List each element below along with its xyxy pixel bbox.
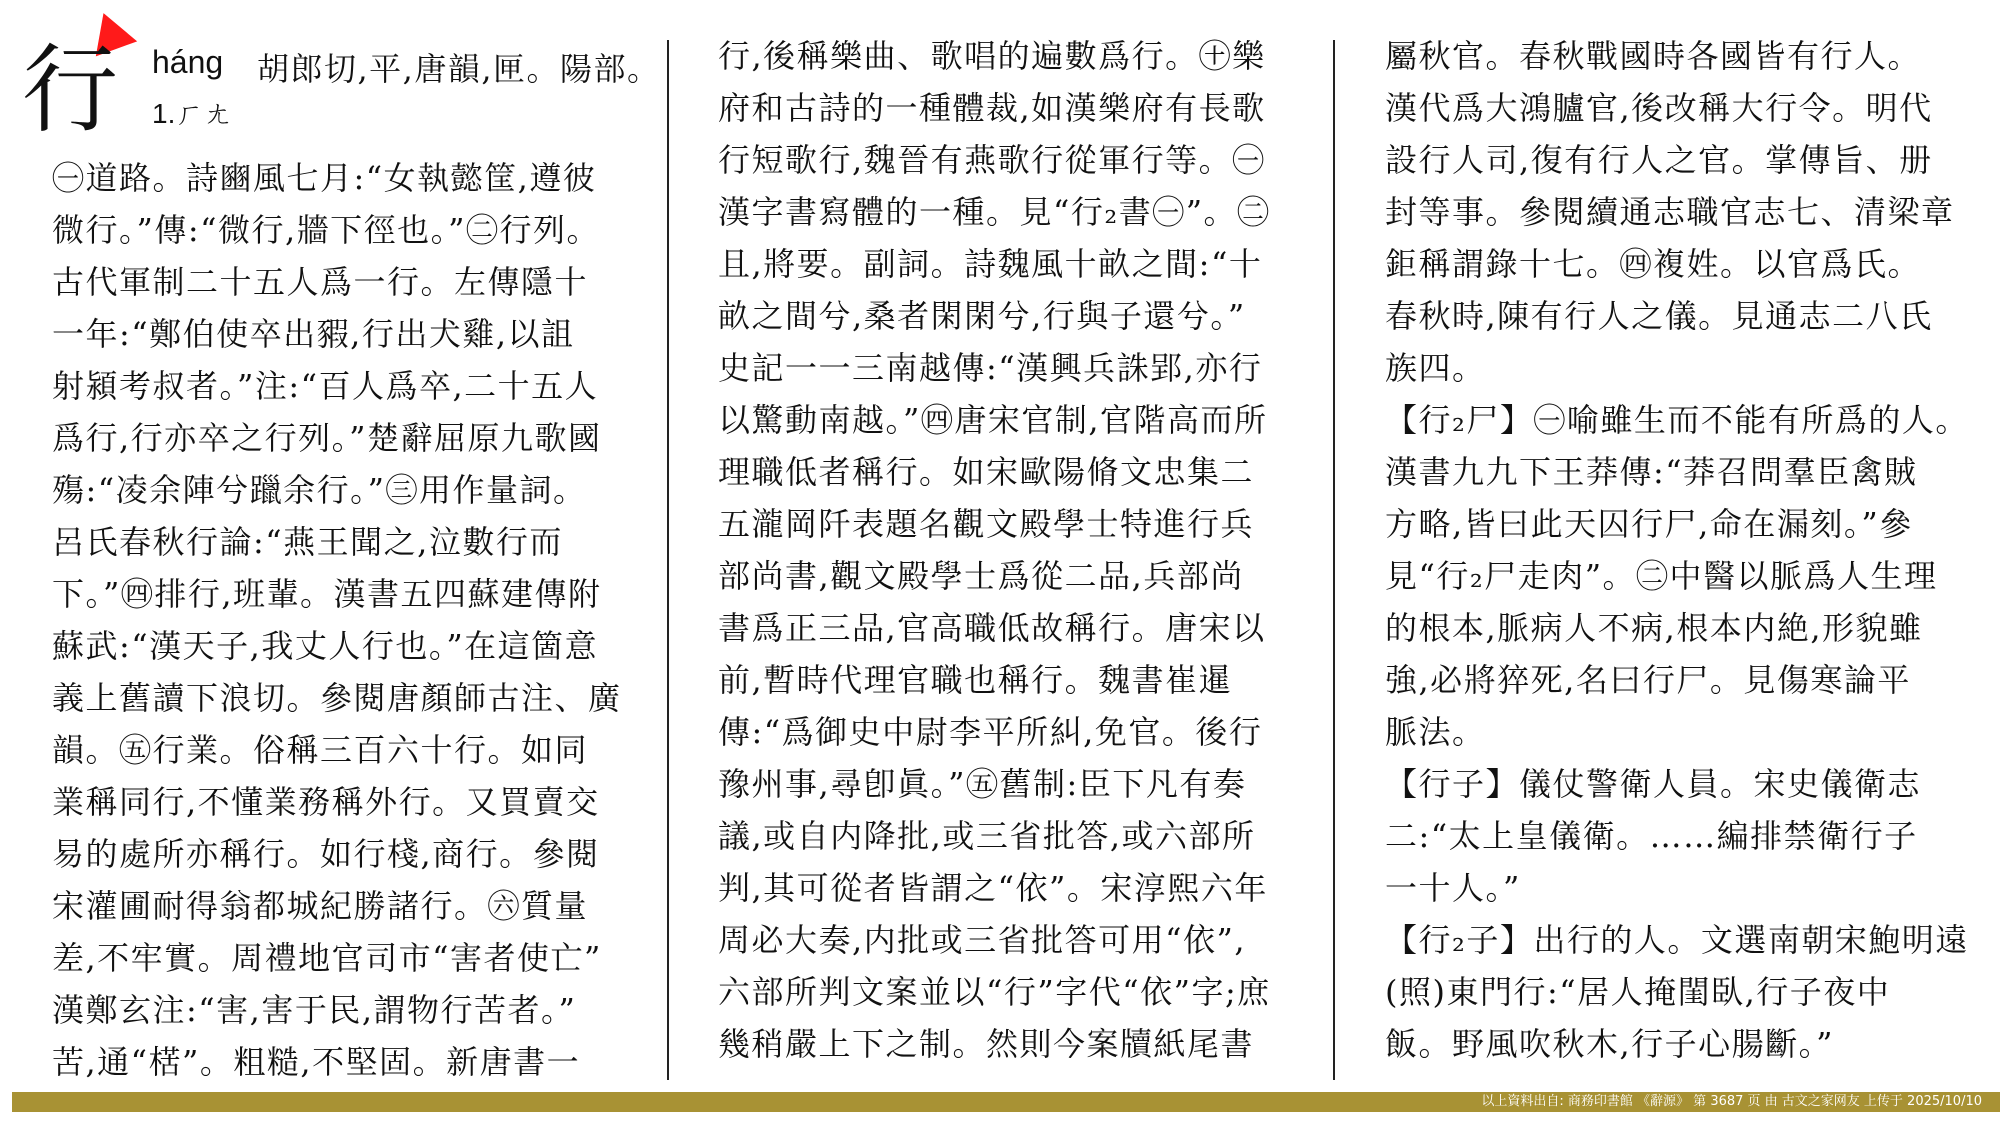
text-line: 書爲正三品,官高職低故稱行。唐宋以	[718, 609, 1266, 647]
text-line: 周必大奏,内批或三省批答可用“依”,	[718, 921, 1247, 959]
entry-header	[22, 30, 661, 152]
text-line: 行短歌行,魏晉有燕歌行從軍行等。㊀	[718, 141, 1266, 179]
text-line: 六部所判文案並以“行”字代“依”字;庶	[718, 973, 1271, 1011]
text-line: 【行₂尸】㊀喻雖生而不能有所爲的人。	[1385, 401, 1969, 439]
text-line: 二:“太上皇儀衛。……編排禁衛行子	[1385, 817, 1918, 855]
text-line: 苦,通“楛”。粗糙,不堅固。新唐書一	[52, 1043, 581, 1081]
text-line: 以驚動南越。”㊃唐宋官制,官階高而所	[718, 401, 1268, 439]
text-line: 豫州事,尋卽眞。”㊄舊制:臣下凡有奏	[718, 765, 1247, 803]
text-line: 府和古詩的一種體裁,如漢樂府有長歌	[718, 89, 1266, 127]
text-line: 漢書九九下王莽傳:“莽召問羣臣禽賊	[1385, 453, 1918, 491]
text-line: 古代軍制二十五人爲一行。左傳隱十	[52, 263, 589, 301]
text-line: 強,必將猝死,名曰行尸。見傷寒論平	[1385, 661, 1911, 699]
text-line: 行,後稱樂曲、歌唱的遍數爲行。㊉樂	[718, 37, 1266, 75]
source-footer: 以上資料出自: 商務印書館 《辭源》 第 3687 页 由 古文之家网友 上传于 2025/10/10	[12, 1092, 2000, 1112]
text-line: 設行人司,復有行人之官。掌傳旨、册	[1385, 141, 1933, 179]
text-line: 的根本,脈病人不病,根本内絶,形貌雖	[1385, 609, 1923, 647]
text-line: 議,或自内降批,或三省批答,或六部所	[718, 817, 1256, 855]
text-line: (照)東門行:“居人掩閨臥,行子夜中	[1385, 973, 1891, 1011]
text-line: 一十人。”	[1385, 869, 1521, 907]
text-line: 五瀧岡阡表題名觀文殿學士特進行兵	[718, 505, 1255, 543]
column-1	[22, 30, 661, 1088]
text-line: 漢字書寫體的一種。見“行₂書㊀”。㊁	[718, 193, 1271, 231]
text-line: 【行₂子】出行的人。文選南朝宋鮑明遠	[1385, 921, 1969, 959]
text-line: 漢鄭玄注:“害,害于民,謂物行苦者。”	[52, 991, 577, 1029]
entry-character: 行	[22, 34, 118, 146]
text-line: 殤:“凌余陣兮躐余行。”㊂用作量詞。	[52, 471, 587, 509]
entry-bopomofo: 1.ㄏㄤ	[152, 98, 232, 129]
text-line: 射潁考叔者。”注:“百人爲卒,二十五人	[52, 367, 599, 405]
text-line: 屬秋官。春秋戰國時各國皆有行人。	[1385, 37, 1922, 75]
text-line: 業稱同行,不懂業務稱外行。又買賣交	[52, 783, 600, 821]
text-line: 差,不牢實。周禮地官司市“害者使亡”	[52, 939, 602, 977]
text-line: 下。”㊃排行,班輩。漢書五四蘇建傳附	[52, 575, 602, 613]
text-line: 宋灌圃耐得翁都城紀勝諸行。㊅質量	[52, 887, 589, 925]
text-line: 見“行₂尸走肉”。㊁中醫以脈爲人生理	[1385, 557, 1938, 595]
text-line: 一年:“鄭伯使卒出豭,行出犬雞,以詛	[52, 315, 575, 353]
column-3	[1385, 30, 1985, 1070]
text-line: 前,暫時代理官職也稱行。魏書崔暹	[718, 661, 1233, 699]
text-line: 傳:“爲御史中尉李平所糾,免官。後行	[718, 713, 1263, 751]
text-line: 幾稍嚴上下之制。然則今案牘紙尾書	[718, 1025, 1255, 1063]
text-line: 理職低者稱行。如宋歐陽脩文忠集二	[718, 453, 1255, 491]
text-line: 呂氏春秋行論:“燕王聞之,泣數行而	[52, 523, 563, 561]
column-divider	[1333, 40, 1335, 1080]
text-line: 蘇武:“漢天子,我丈人行也。”在這箇意	[52, 627, 599, 665]
text-line: 判,其可從者皆謂之“依”。宋淳熙六年	[718, 869, 1268, 907]
text-line: 且,將要。副詞。詩魏風十畝之間:“十	[718, 245, 1263, 283]
text-line: 韻。㊄行業。俗稱三百六十行。如同	[52, 731, 589, 769]
text-line: 微行。”傳:“微行,牆下徑也。”㊁行列。	[52, 211, 601, 249]
text-line: 史記一一三南越傳:“漢興兵誅郢,亦行	[718, 349, 1263, 387]
text-line: 鉅稱謂錄十七。㊃複姓。以官爲氏。	[1385, 245, 1922, 283]
text-line: 【行子】儀仗警衛人員。宋史儀衛志	[1385, 765, 1922, 803]
entry-pinyin: háng	[152, 44, 224, 80]
column-divider	[667, 40, 669, 1080]
text-line: 封等事。參閱續通志職官志七、清梁章	[1385, 193, 1955, 231]
text-line: ㊀道路。詩豳風七月:“女執懿筐,遵彼	[52, 159, 597, 197]
text-line: 義上舊讀下浪切。參閱唐顏師古注、廣	[52, 679, 622, 717]
entry-phonetic-note: 胡郎切,平,唐韻,匣。陽部。	[257, 50, 661, 88]
text-line: 部尚書,觀文殿學士爲從二品,兵部尚	[718, 557, 1244, 595]
text-line: 方略,皆曰此天囚行尸,命在漏刻。”參	[1385, 505, 1913, 543]
text-line: 易的處所亦稱行。如行棧,商行。參閱	[52, 835, 600, 873]
text-line: 飯。野風吹秋木,行子心腸斷。”	[1385, 1025, 1835, 1063]
column-2	[718, 30, 1318, 1070]
text-line: 春秋時,陳有行人之儀。見通志二八氏	[1385, 297, 1933, 335]
text-line: 漢代爲大鴻臚官,後改稱大行令。明代	[1385, 89, 1933, 127]
text-line: 族四。	[1385, 349, 1486, 387]
text-line: 爲行,行亦卒之行列。”楚辭屈原九歌國	[52, 419, 602, 457]
text-line: 畝之間兮,桑者閑閑兮,行與子還兮。”	[718, 297, 1246, 335]
text-line: 脈法。	[1385, 713, 1486, 751]
